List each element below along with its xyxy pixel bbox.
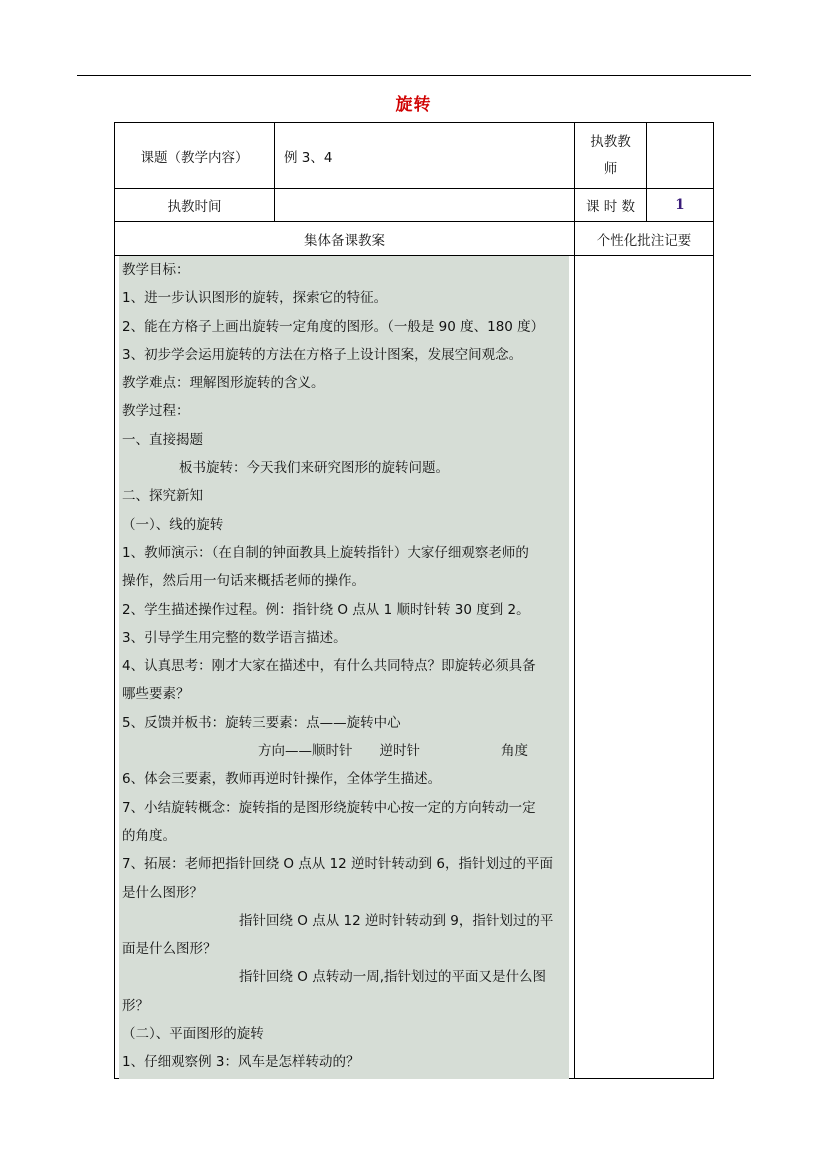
time-value (284, 189, 569, 221)
content-line: 5、反馈并板书：旋转三要素：点——旋转中心 (122, 714, 401, 731)
content-line: 是什么图形？ (122, 884, 203, 901)
content-line: 教学目标： (122, 262, 190, 278)
hours-value: 1 (675, 197, 685, 213)
plan-label: 集体备课教案 (304, 232, 385, 249)
teacher-label (575, 123, 646, 188)
content-line: 2、能在方格子上画出旋转一定角度的图形。（一般是 90 度、180 度） (122, 318, 545, 335)
content-line: 7、拓展：老师把指针回绕 O 点从 12 逆时针转动到 6，指针划过的平面 (122, 856, 553, 873)
content-line: 二、探究新知 (122, 488, 203, 505)
time-label: 执教时间 (167, 199, 222, 215)
teacher-label-line2: 师 (603, 160, 618, 177)
header-rule (77, 75, 751, 76)
content-line: 板书旋转：今天我们来研究图形的旋转问题。 (179, 460, 449, 477)
content-line: 2、学生描述操作过程。例：指针绕 O 点从 1 顺时针转 30 度到 2。 (122, 601, 530, 618)
content-line: 教学过程： (122, 403, 190, 420)
col-divider (574, 122, 575, 1079)
content-line: 1、教师演示：（在自制的钟面教具上旋转指针）大家仔细观察老师的 (122, 544, 529, 561)
content-line: 一、直接揭题 (122, 431, 203, 448)
content-line: 指针回绕 O 点从 12 逆时针转动到 9，指针划过的平 (239, 912, 554, 929)
content-line: 形？ (122, 997, 149, 1014)
topic-label: 课题（教学内容） (140, 149, 249, 166)
content-line: 教学难点：理解图形旋转的含义。 (122, 375, 325, 392)
content-line: 4、认真思考：刚才大家在描述中，有什么共同特点？即旋转必须具备 (122, 658, 536, 675)
hours-label: 课 时 数 (585, 199, 636, 215)
content-line: 操作，然后用一句话来概括老师的操作。 (122, 573, 365, 590)
page-title: 旋转 (395, 95, 432, 115)
content-line: （二）、平面图形的旋转 (122, 1026, 264, 1043)
notes-label: 个性化批注记要 (596, 232, 692, 249)
teacher-value (647, 123, 713, 188)
teacher-label-line1: 执教教 (590, 133, 631, 150)
content-line: 3、引导学生用完整的数学语言描述。 (122, 629, 347, 646)
content-line: 1、仔细观察例 3：风车是怎样转动的？ (122, 1054, 360, 1071)
content-line: 6、体会三要素，教师再逆时针操作，全体学生描述。 (122, 771, 442, 788)
lesson-plan-table (114, 122, 714, 1079)
col-divider (274, 122, 275, 222)
content-line: 3、初步学会运用旋转的方法在方格子上设计图案，发展空间观念。 (122, 346, 523, 363)
content-line: 方向——顺时针 逆时针 角度 (258, 743, 528, 760)
content-line: 哪些要素？ (122, 686, 190, 703)
table-border-right (713, 122, 714, 1079)
content-line: （一）、线的旋转 (122, 516, 224, 533)
table-border-left (114, 122, 115, 1079)
content-line: 7、小结旋转概念：旋转指的是图形绕旋转中心按一定的方向转动一定 (122, 799, 536, 816)
content-line: 面是什么图形？ (122, 941, 217, 958)
content-line: 指针回绕 O 点转动一周,指针划过的平面又是什么图 (239, 969, 546, 986)
lesson-content (122, 256, 570, 1077)
content-line: 的角度。 (122, 827, 176, 844)
topic-value: 例 3、4 (284, 149, 333, 166)
content-line: 1、进一步认识图形的旋转，探索它的特征。 (122, 290, 388, 307)
